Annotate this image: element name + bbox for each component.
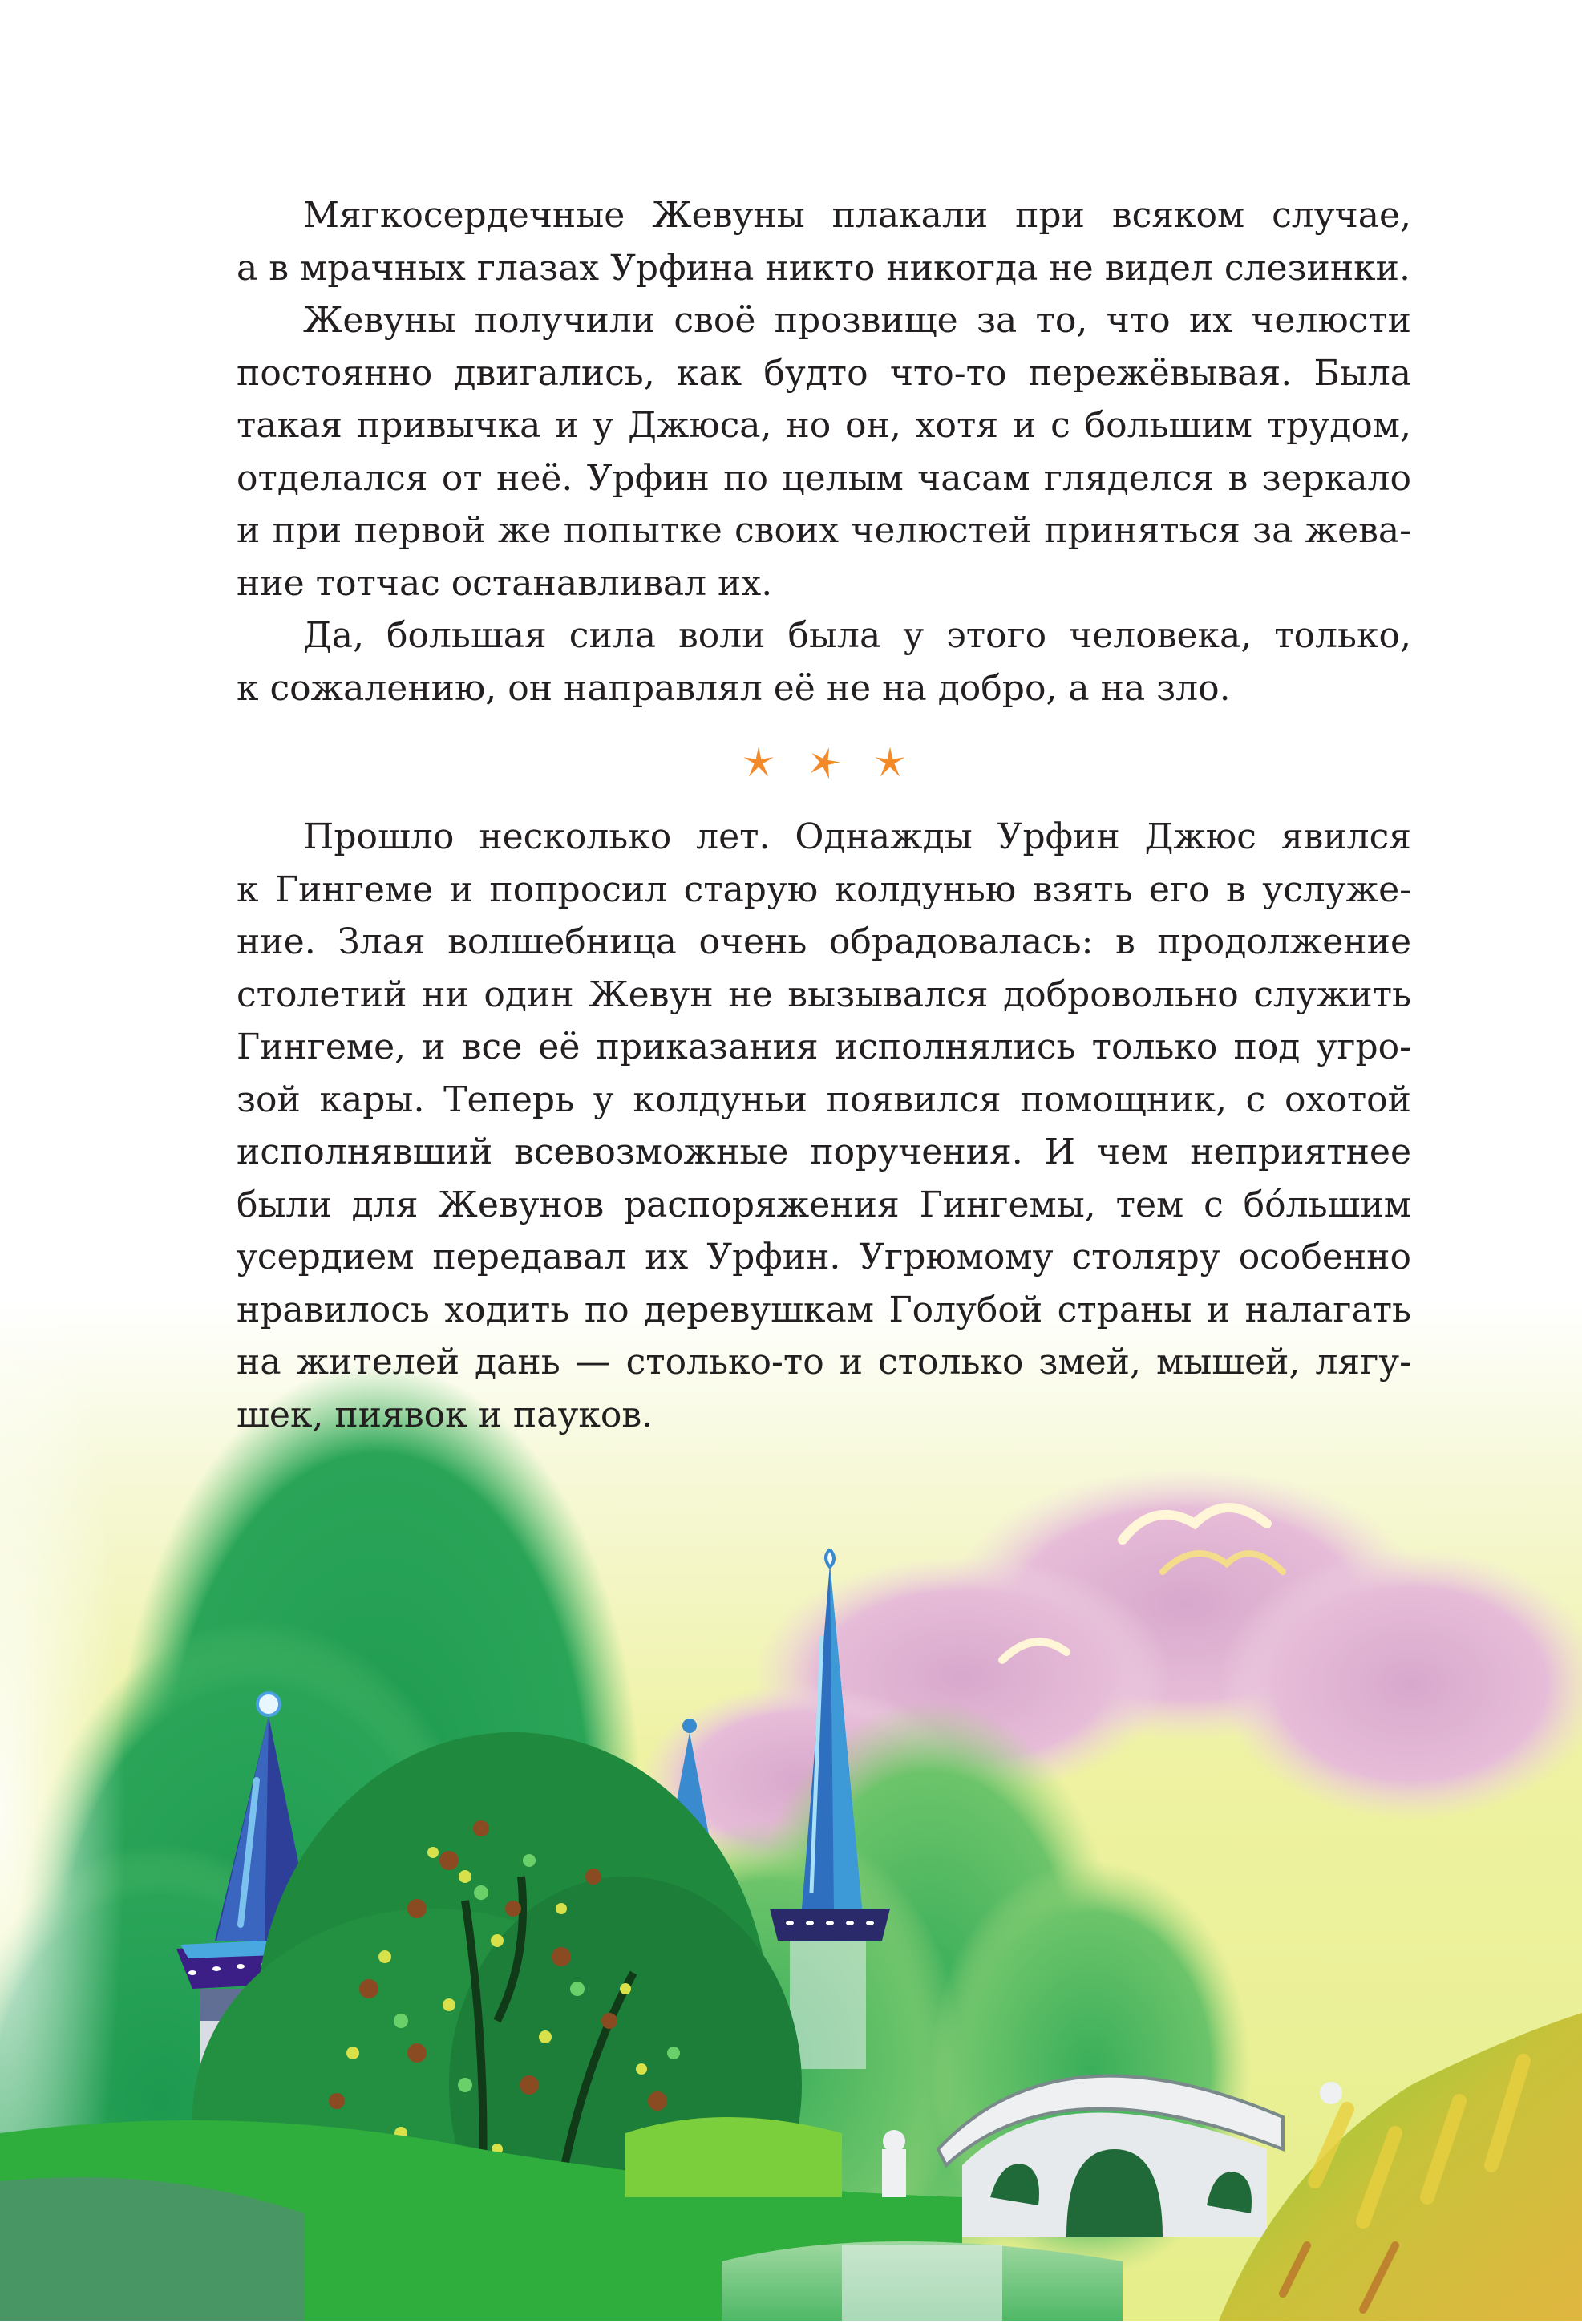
text-line: к сожалению, он направлял её не на добро, а на зло. xyxy=(237,667,1231,709)
star-icon xyxy=(741,745,776,780)
paragraph xyxy=(237,811,1411,1441)
landscape-illustration xyxy=(0,1299,1582,2321)
section-break-ornament xyxy=(237,715,1411,811)
text-line: отделался от неё. Урфин по целым часам гляделся в зеркало xyxy=(237,457,1411,499)
text-line: столетий ни один Жевун не вызывался добровольно служить xyxy=(237,974,1411,1015)
text-line: усердием передавал их Урфин. Угрюмому столяру особенно xyxy=(237,1237,1411,1277)
text-line: Жевуны получили своё прозвище за то, что их челюсти xyxy=(303,300,1411,341)
text-line: шек, пиявок и пауков. xyxy=(237,1394,653,1435)
text-line: на жителей дань — столько-то и столько змей, мышей, лягу- xyxy=(237,1342,1411,1383)
text-line: Прошло несколько лет. Однажды Урфин Джюс явился xyxy=(303,816,1411,857)
text-line: к Гингеме и попросил старую колдунью взять его в услуже- xyxy=(237,868,1411,910)
text-line: зой кары. Теперь у колдуньи появился помощник, с охотой xyxy=(237,1079,1411,1120)
paragraph xyxy=(237,609,1411,715)
text-line: ние тотчас останавливал их. xyxy=(237,562,773,604)
text-line: а в мрачных глазах Урфина никто никогда не видел слезинки. xyxy=(237,247,1410,289)
text-line: и при первой же попытке своих челюстей приняться за жева- xyxy=(237,510,1411,551)
star-icon xyxy=(872,745,908,780)
text-line: постоянно двигались, как будто что-то пережёвывая. Была xyxy=(237,352,1411,394)
star-icon xyxy=(802,740,846,784)
text-line: такая привычка и у Джюса, но он, хотя и с большим трудом, xyxy=(237,405,1411,446)
text-line: ние. Злая волшебница очень обрадовалась: в продолжение xyxy=(237,921,1411,962)
paragraph xyxy=(237,189,1411,294)
text-line: исполнявший всевозможные поручения. И чем неприятнее xyxy=(237,1132,1411,1172)
text-column xyxy=(237,189,1411,1441)
text-line: Гингеме, и все её приказания исполнялись только под угро- xyxy=(237,1026,1411,1067)
text-line: нравилось ходить по деревушкам Голубой страны и налагать xyxy=(237,1289,1411,1330)
text-line: Мягкосердечные Жевуны плакали при всяком случае, xyxy=(303,195,1411,236)
text-line: были для Жевунов распоряжения Гингемы, тем с бо́льшим xyxy=(237,1184,1411,1225)
paragraph xyxy=(237,294,1411,609)
text-line: Да, большая сила воли была у этого человека, только, xyxy=(303,615,1411,656)
